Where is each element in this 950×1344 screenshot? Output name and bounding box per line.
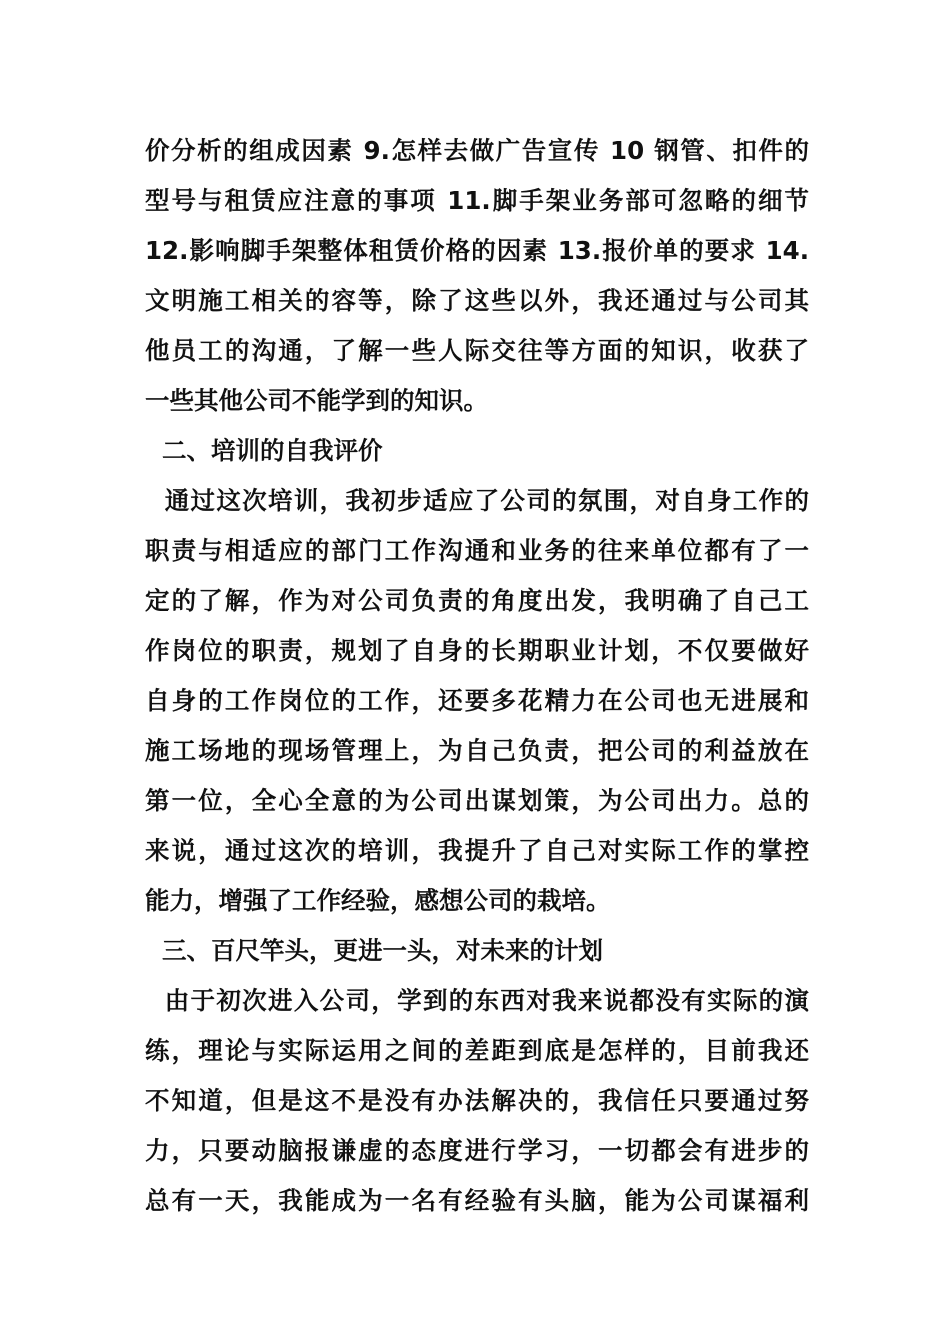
text-line: 第一位，全心全意的为公司出谋划策，为公司出力。总的 (145, 786, 809, 815)
text-line: 力，只要动脑报谦虚的态度进行学习，一切都会有进步的 (145, 1136, 809, 1165)
text-line: 定的了解，作为对公司负责的角度出发，我明确了自己工 (145, 586, 809, 615)
text-line: 能力，增强了工作经验，感想公司的栽培。 (145, 886, 611, 915)
text-line: 12.影响脚手架整体租赁价格的因素 13.报价单的要求 14. (145, 236, 809, 265)
text-line: 来说，通过这次的培训，我提升了自己对实际工作的掌控 (145, 836, 809, 865)
text-line: 他员工的沟通，了解一些人际交往等方面的知识，收获了 (145, 336, 809, 365)
text-line: 练，理论与实际运用之间的差距到底是怎样的，目前我还 (145, 1036, 809, 1065)
text-line: 不知道，但是这不是没有办法解决的，我信任只要通过努 (145, 1086, 809, 1115)
section-heading: 二、培训的自我评价 (145, 436, 383, 465)
text-line: 作岗位的职责，规划了自身的长期职业计划，不仅要做好 (145, 636, 809, 665)
text-line: 通过这次培训，我初步适应了公司的氛围，对自身工作的 (145, 486, 809, 515)
text-line: 施工场地的现场管理上，为自己负责，把公司的利益放在 (145, 736, 809, 765)
text-line: 职责与相适应的部门工作沟通和业务的往来单位都有了一 (145, 536, 809, 565)
text-line: 一些其他公司不能学到的知识。 (145, 386, 488, 415)
text-line: 总有一天，我能成为一名有经验有头脑，能为公司谋福利 (145, 1186, 809, 1215)
text-line: 自身的工作岗位的工作，还要多花精力在公司也无进展和 (145, 686, 809, 715)
section-heading: 三、百尺竿头，更进一头，对未来的计划 (145, 936, 604, 965)
text-line: 价分析的组成因素 9.怎样去做广告宣传 10 钢管、扣件的 (145, 136, 809, 165)
text-line: 由于初次进入公司，学到的东西对我来说都没有实际的演 (145, 986, 809, 1015)
text-line: 型号与租赁应注意的事项 11.脚手架业务部可忽略的细节 (145, 186, 809, 215)
text-line: 文明施工相关的容等，除了这些以外，我还通过与公司其 (145, 286, 809, 315)
document-body (145, 126, 809, 1226)
